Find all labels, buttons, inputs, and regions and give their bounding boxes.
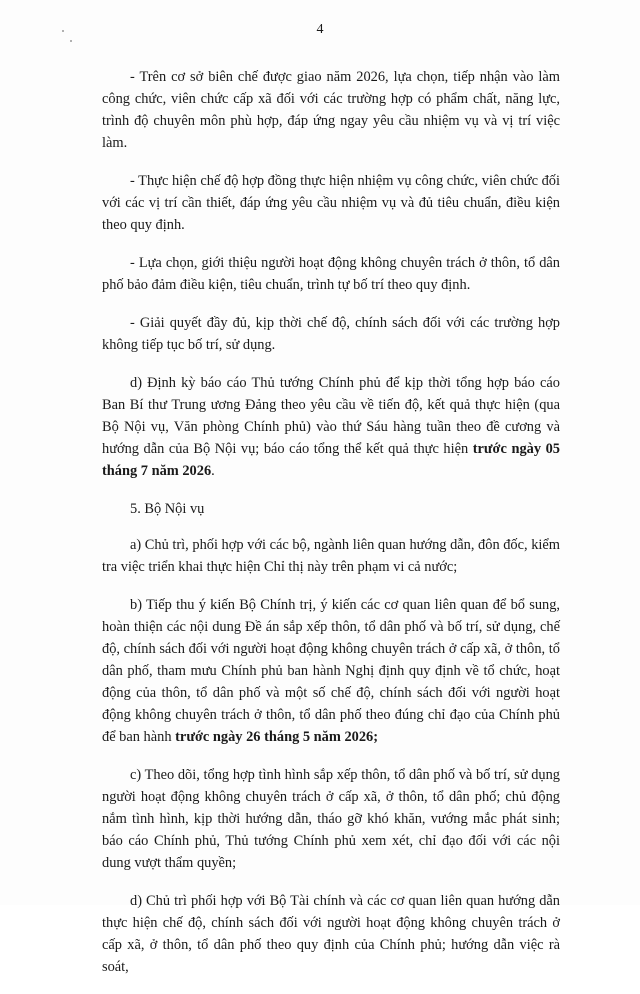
page-number: 4 <box>316 22 324 37</box>
paragraph <box>102 170 560 236</box>
text-run: a) Chủ trì, phối hợp với các bộ, ngành liên quan hướng dẫn, đôn đốc, kiểm tra việc triển khai thực hiện Chỉ thị này trên phạm vi cả nước; <box>102 537 560 575</box>
paragraph <box>102 890 560 978</box>
text-run: . <box>211 463 215 479</box>
bold-text: trước ngày 05 tháng 7 năm 2026 <box>102 441 560 479</box>
paragraph <box>102 594 560 748</box>
text-run: d) Định kỳ báo cáo Thủ tướng Chính phủ để kịp thời tổng hợp báo cáo Ban Bí thư Trung ương Đảng theo yêu cầu về tiến độ, kết quả thực hiện (qua Bộ Nội vụ, Văn phòng Chính phủ) vào thứ Sáu hàng tuần theo đề cương và hướng dẫn của Bộ Nội vụ; báo cáo tổng thể kết quả thực hiện <box>102 375 560 457</box>
scan-speck <box>70 40 72 42</box>
document-body <box>102 66 560 994</box>
text-run: - Trên cơ sở biên chế được giao năm 2026, lựa chọn, tiếp nhận vào làm công chức, viên chức cấp xã đối với các trường hợp có phẩm chất, năng lực, trình độ chuyên môn phù hợp, đáp ứng ngay yêu cầu nhiệm vụ và vị trí việc làm. <box>102 69 560 151</box>
text-run: - Giải quyết đầy đủ, kịp thời chế độ, chính sách đối với các trường hợp không tiếp tục bố trí, sử dụng. <box>102 315 560 353</box>
paragraph <box>102 66 560 154</box>
section-heading <box>102 498 560 520</box>
text-run: - Thực hiện chế độ hợp đồng thực hiện nhiệm vụ công chức, viên chức đối với các vị trí cần thiết, đáp ứng yêu cầu nhiệm vụ và đủ tiêu chuẩn, điều kiện theo quy định. <box>102 173 560 233</box>
paragraph <box>102 312 560 356</box>
bold-text: trước ngày 26 tháng 5 năm 2026; <box>175 729 379 745</box>
text-run: d) Chủ trì phối hợp với Bộ Tài chính và các cơ quan liên quan hướng dẫn thực hiện chế độ, chính sách đối với người hoạt động không chuyên trách ở cấp xã, ở thôn, tổ dân phố theo quy định của Chính phủ; hướng dẫn việc rà soát, <box>102 893 560 975</box>
paragraph <box>102 252 560 296</box>
text-run: b) Tiếp thu ý kiến Bộ Chính trị, ý kiến các cơ quan liên quan để bổ sung, hoàn thiện các nội dung Đề án sắp xếp thôn, tổ dân phố và bố trí, sử dụng, chế độ, chính sách đối với người hoạt động không chuyên trách ở cấp xã, ở thôn, tổ dân phố, tham mưu Chính phủ ban hành Nghị định quy định về tổ chức, hoạt động của thôn, tổ dân phố và một số chế độ, chính sách đối với người hoạt động không chuyên trách ở thôn, tổ dân phố theo đúng chỉ đạo của Chính phủ để ban hành <box>102 597 560 745</box>
text-run: c) Theo dõi, tổng hợp tình hình sắp xếp thôn, tổ dân phố và bố trí, sử dụng người hoạt động không chuyên trách ở cấp xã, ở thôn, tổ dân phố; chủ động nắm tình hình, kịp thời hướng dẫn, tháo gỡ khó khăn, vướng mắc phát sinh; báo cáo Chính phủ, Thủ tướng Chính phủ xem xét, chỉ đạo đối với các nội dung vượt thẩm quyền; <box>102 767 560 871</box>
paragraph <box>102 372 560 482</box>
text-run: 5. Bộ Nội vụ <box>130 501 205 517</box>
text-run: - Lựa chọn, giới thiệu người hoạt động không chuyên trách ở thôn, tổ dân phố bảo đảm điều kiện, tiêu chuẩn, trình tự bố trí theo quy định. <box>102 255 560 293</box>
paragraph <box>102 764 560 874</box>
paragraph <box>102 534 560 578</box>
